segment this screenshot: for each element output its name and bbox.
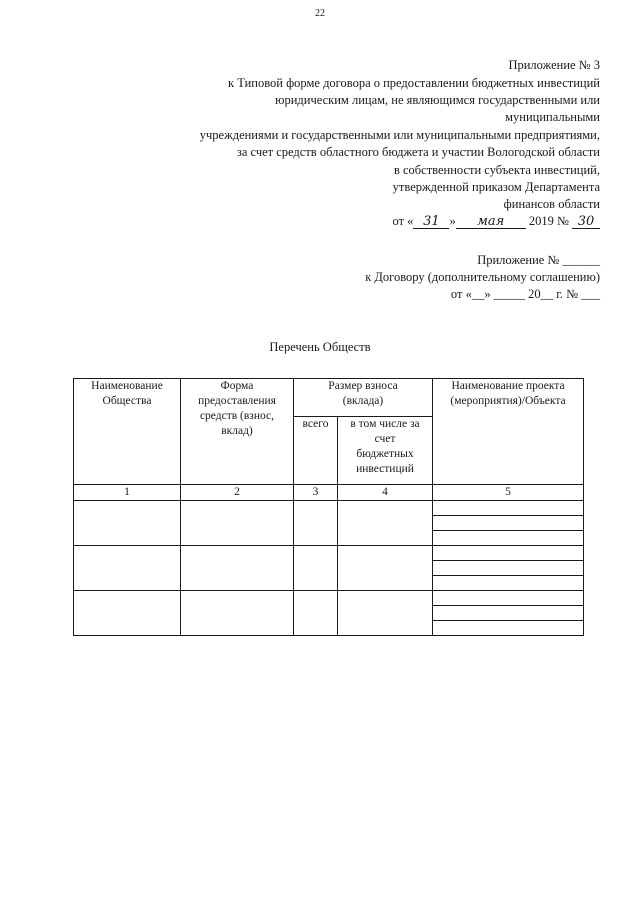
appendix-line: в собственности субъекта инвестиций, <box>393 163 600 177</box>
column-numbers-row <box>74 485 584 501</box>
contract-date: от «__» _____ 20__ г. № ___ <box>450 287 600 301</box>
total-cell <box>294 546 338 591</box>
document-title: Перечень Обществ <box>269 340 371 354</box>
form-cell <box>181 591 294 636</box>
form-cell <box>181 501 294 546</box>
table-row <box>74 501 584 546</box>
appendix-line: за счет средств областного бюджета и участии Вологодской области <box>236 145 600 159</box>
appendix-number: Приложение № 3 <box>508 58 600 72</box>
contract-appendix-number: Приложение № ______ <box>477 253 600 267</box>
budget-share-cell <box>338 501 433 546</box>
order-day-handwritten: 31 <box>413 216 449 229</box>
project-cell <box>433 591 584 636</box>
header-contribution-size: Размер взноса (вклада) <box>294 379 433 417</box>
order-month-handwritten: мая <box>456 216 526 229</box>
table-row <box>74 591 584 636</box>
col-number-4: 4 <box>338 485 433 501</box>
appendix-line: юридическим лицам, не являющимся государственными или <box>275 93 600 107</box>
appendix-line: муниципальными <box>505 110 600 124</box>
contract-reference: к Договору (дополнительному соглашению) <box>365 270 600 284</box>
total-cell <box>294 501 338 546</box>
budget-share-cell <box>338 546 433 591</box>
order-mid: » <box>449 214 456 228</box>
form-cell <box>181 546 294 591</box>
header-total: всего <box>294 417 338 485</box>
col-number-3: 3 <box>294 485 338 501</box>
project-cell <box>433 546 584 591</box>
table-row <box>74 546 584 591</box>
appendix-line: учреждениями и государственными или муниципальными предприятиями, <box>199 128 600 142</box>
company-name-cell <box>74 501 181 546</box>
company-name-cell <box>74 546 181 591</box>
project-cell <box>433 501 584 546</box>
appendix-line: к Типовой форме договора о предоставлении бюджетных инвестиций <box>228 76 600 90</box>
companies-table <box>73 378 584 636</box>
header-project-name: Наименование проекта (мероприятия)/Объекта <box>433 379 584 485</box>
col-number-5: 5 <box>433 485 584 501</box>
col-number-1: 1 <box>74 485 181 501</box>
col-number-2: 2 <box>181 485 294 501</box>
order-year: 2019 № <box>528 214 569 228</box>
order-number-handwritten: 30 <box>572 216 600 229</box>
appendix-line: утвержденной приказом Департамента <box>392 180 600 194</box>
total-cell <box>294 591 338 636</box>
page-number: 22 <box>315 8 325 19</box>
order-date-line <box>393 214 601 229</box>
appendix-line: финансов области <box>503 197 600 211</box>
budget-share-cell <box>338 591 433 636</box>
header-budget-share: в том числе за счет бюджетных инвестиций <box>338 417 433 485</box>
header-company-name: Наименование Общества <box>74 379 181 485</box>
order-prefix: от « <box>392 214 414 228</box>
header-form: Форма предоставления средств (взнос, вклад) <box>181 379 294 485</box>
company-name-cell <box>74 591 181 636</box>
